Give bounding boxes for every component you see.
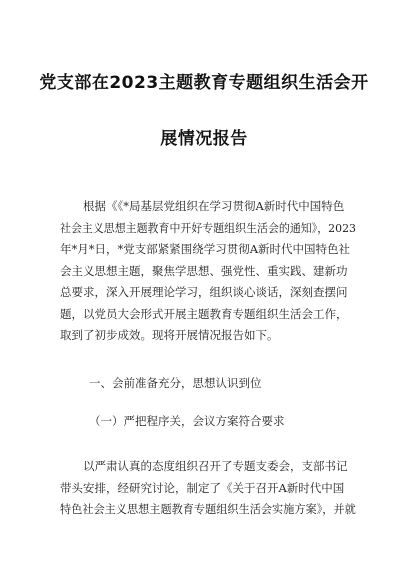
- body-line: 特色社会主义思想主题教育专题组织生活会实施方案》，并就: [60, 502, 356, 516]
- body-line: 以严肃认真的态度组织召开了专题支委会，支部书记: [60, 459, 348, 473]
- intro-line: 年*月*日，*党支部紧紧围绕学习贯彻A新时代中国特色社: [60, 242, 351, 256]
- intro-line: 社会主义思想主题教育中开好专题组织生活会的通知》，2023: [60, 220, 357, 235]
- intro-line: 取到了初步成效。现将开展情况报告如下。: [60, 328, 279, 342]
- body-paragraph: [60, 456, 356, 521]
- body-line: 带头安排，经研究讨论，制定了《关于召开A新时代中国: [60, 480, 345, 495]
- subsection-heading: （一）严把程序关，会议方案符合要求: [89, 414, 285, 428]
- intro-line: 会主义思想主题，聚焦学思想、强党性、重实践、建新功: [60, 263, 348, 278]
- intro-line: 题，以党员大会形式开展主题教育专题组织生活会工作，: [60, 306, 348, 321]
- document-title-line-1: 党支部在2023主题教育专题组织生活会开: [39, 73, 369, 93]
- section-heading: 一、会前准备充分，思想认识到位: [89, 376, 262, 390]
- document-title-line-2: 展情况报告: [160, 129, 248, 149]
- intro-line: 总要求，深入开展理论学习，组织谈心谈话，深刻查摆问: [60, 285, 348, 299]
- intro-paragraph: [60, 196, 356, 347]
- intro-line: 根据《《*局基层党组织在学习贯彻A新时代中国特色: [60, 199, 345, 213]
